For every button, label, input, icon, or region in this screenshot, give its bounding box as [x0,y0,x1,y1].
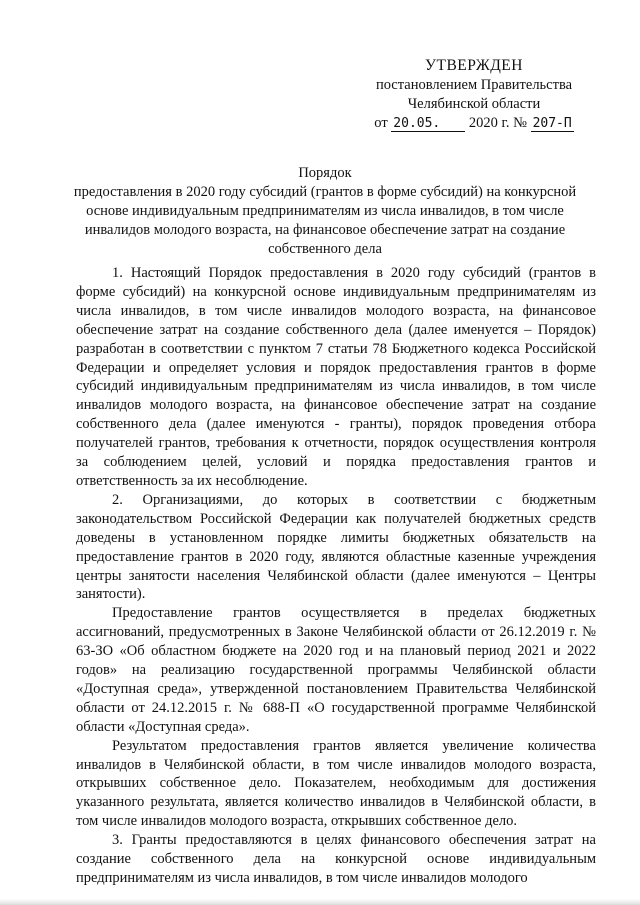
paragraph-5: 3. Гранты предоставляются в целях финансового обеспечения затрат на создание собственного дела на конкурсной основе индивидуальным предпринимателям из числа инвалидов, в том числе инвалидов молодого [76,832,596,886]
document-heading [60,164,590,259]
year-text: 2020 г. № [468,115,527,131]
document-title: Порядок [298,165,352,181]
paragraph-3: Предоставление грантов осуществляется в пределах бюджетных ассигнований, предусмотренных в Законе Челябинской области от 26.12.2019 г. № 63-ЗО «Об областном бюджете на 2020 год и на плановый период 2021 и 2022 годов» на реализацию государственной программы Челябинской области «Доступная среда», утвержденной постановлением Правительства Челябинской области от 24.12.2015 г. № 688-П «О государственной программе Челябинской области «Доступная среда». [76,605,596,735]
paragraph-2: 2. Организациями, до которых в соответствии с бюджетным законодательством Российской Федерации как получателей бюджетных средств доведены в установленном порядке лимиты бюджетных обязательств на предоставление грантов в 2020 году, являются областные казенные учреждения центры занятости населения Челябинской области (далее именуются – Центры занятости). [76,491,596,603]
approval-date: 20.05. [391,116,465,132]
approval-stamp [360,56,588,133]
document-body [76,264,596,888]
paragraph-4: Результатом предоставления грантов является увеличение количества инвалидов в Челябинской области, в том числе инвалидов молодого возраста, открывших собственное дело. Показателем, необходимым для достижения указанного результата, является количество инвалидов в Челябинской области, в том числе инвалидов молодого возраста, открывших собственное дело. [76,737,596,830]
document-subtitle: предоставления в 2020 году субсидий (грантов в форме субсидий) на конкурсной основе индивидуальным предпринимателям из числа инвалидов, в том числе инвалидов молодого возраста, на финансовое обеспечение затрат на создание собственного дела [73,184,577,257]
paragraph-1: 1. Настоящий Порядок предоставления в 2020 году субсидий (грантов в форме субсидий) на конкурсной основе индивидуальным предпринимателям из числа инвалидов, в том числе инвалидов молодого возраста, на финансовое обеспечение затрат на создание собственного дела (далее именуется – Порядок) разработан в соответствии с пунктом 7 статьи 78 Бюджетного кодекса Российской Федерации и определяет условия и порядок предоставления грантов в форме субсидий индивидуальным предпринимателям из числа инвалидов, в том числе инвалидов молодого возраста, на финансовое обеспечение затрат на создание собственного дела (далее именуются - гранты), порядок проведения отбора получателей грантов, требования к отчетности, порядок осуществления контроля за соблюдением целей, условий и порядка предоставления грантов и ответственность за их несоблюдение. [76,265,596,489]
scan-bottom-edge [0,899,640,905]
approval-line-2: Челябинской области [407,96,541,112]
date-prefix: от [374,115,388,131]
approval-title: УТВЕРЖДЕН [425,57,523,74]
approval-line-1: постановлением Правительства [375,77,573,93]
approval-number: 207-П [532,116,572,131]
approval-dateline [360,114,588,133]
